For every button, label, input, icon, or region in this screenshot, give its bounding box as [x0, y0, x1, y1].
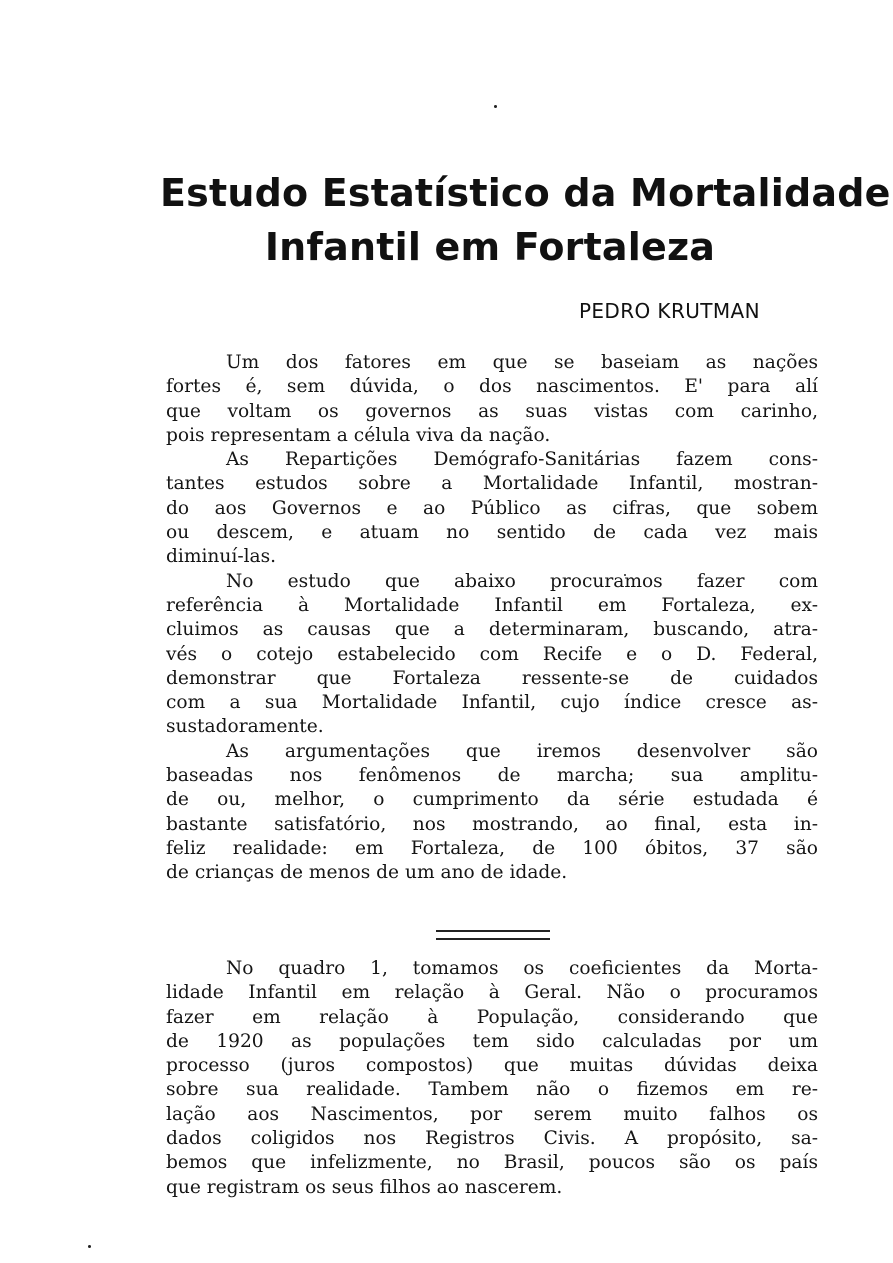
text-line: com a sua Mortalidade Infantil, cujo índice cresce as- — [166, 692, 818, 714]
text-line: que voltam os governos as suas vistas com carinho, — [166, 400, 818, 422]
text-line: de crianças de menos de um ano de idade. — [166, 862, 568, 884]
text-line: No estudo que abaixo procuramos fazer com — [226, 570, 818, 592]
text-line: demonstrar que Fortaleza ressente-se de cuidados — [166, 667, 818, 689]
text-line: referência à Mortalidade Infantil em Fortaleza, ex- — [166, 594, 818, 616]
text-line: que registram os seus filhos ao nascerem. — [166, 1176, 563, 1198]
text-line: bemos que infelizmente, no Brasil, poucos são os país — [166, 1152, 818, 1174]
text-line: As Repartições Demógrafo-Sanitárias fazem cons- — [226, 449, 818, 471]
text-line: tantes estudos sobre a Mortalidade Infantil, mostran- — [166, 473, 818, 495]
title-line: Infantil em Fortaleza — [264, 225, 716, 269]
text-line: diminuí-las. — [166, 546, 277, 568]
text-line: do aos Governos e ao Público as cifras, que sobem — [166, 497, 818, 519]
section-divider — [436, 930, 550, 940]
article-title — [160, 166, 891, 274]
text-line: feliz realidade: em Fortaleza, de 100 óbitos, 37 são — [166, 837, 818, 859]
article-body-section-2 — [166, 957, 818, 1200]
text-line: de ou, melhor, o cumprimento da série estudada é — [166, 789, 818, 811]
text-line: cluimos as causas que a determinaram, buscando, atra- — [166, 619, 818, 641]
text-line: fortes é, sem dúvida, o dos nascimentos. E' para alí — [166, 376, 818, 398]
text-line: pois representam a célula viva da nação. — [166, 424, 551, 446]
text-line: fazer em relação à População, considerando que — [166, 1006, 818, 1028]
text-line: dados coligidos nos Registros Civis. A propósito, sa- — [166, 1128, 818, 1150]
article-body-section-1 — [166, 351, 818, 886]
text-line: vés o cotejo estabelecido com Recife e o D. Federal, — [166, 643, 818, 665]
text-line: lidade Infantil em relação à Geral. Não o procuramos — [166, 982, 818, 1004]
text-line: Um dos fatores em que se baseiam as nações — [226, 352, 818, 373]
text-line: As argumentações que iremos desenvolver são — [226, 740, 818, 762]
text-line: sustadoramente. — [166, 716, 324, 738]
text-line: lação aos Nascimentos, por serem muito falhos os — [166, 1103, 818, 1125]
text-line: No quadro 1, tomamos os coeficientes da Morta- — [226, 958, 818, 979]
print-speck — [88, 1245, 91, 1248]
text-line: processo (juros compostos) que muitas dúvidas deixa — [166, 1055, 818, 1077]
print-speck — [494, 105, 497, 108]
author-name: PEDRO KRUTMAN — [578, 299, 760, 323]
text-line: de 1920 as populações tem sido calculadas por um — [166, 1030, 818, 1052]
text-line: baseadas nos fenômenos de marcha; sua amplitu- — [166, 765, 818, 787]
text-line: ou descem, e atuam no sentido de cada vez mais — [166, 522, 818, 544]
text-line: bastante satisfatório, nos mostrando, ao final, esta in- — [166, 813, 818, 835]
text-line: sobre sua realidade. Tambem não o fizemos em re- — [166, 1079, 818, 1101]
title-line: Estudo Estatístico da Mortalidade — [160, 171, 891, 215]
